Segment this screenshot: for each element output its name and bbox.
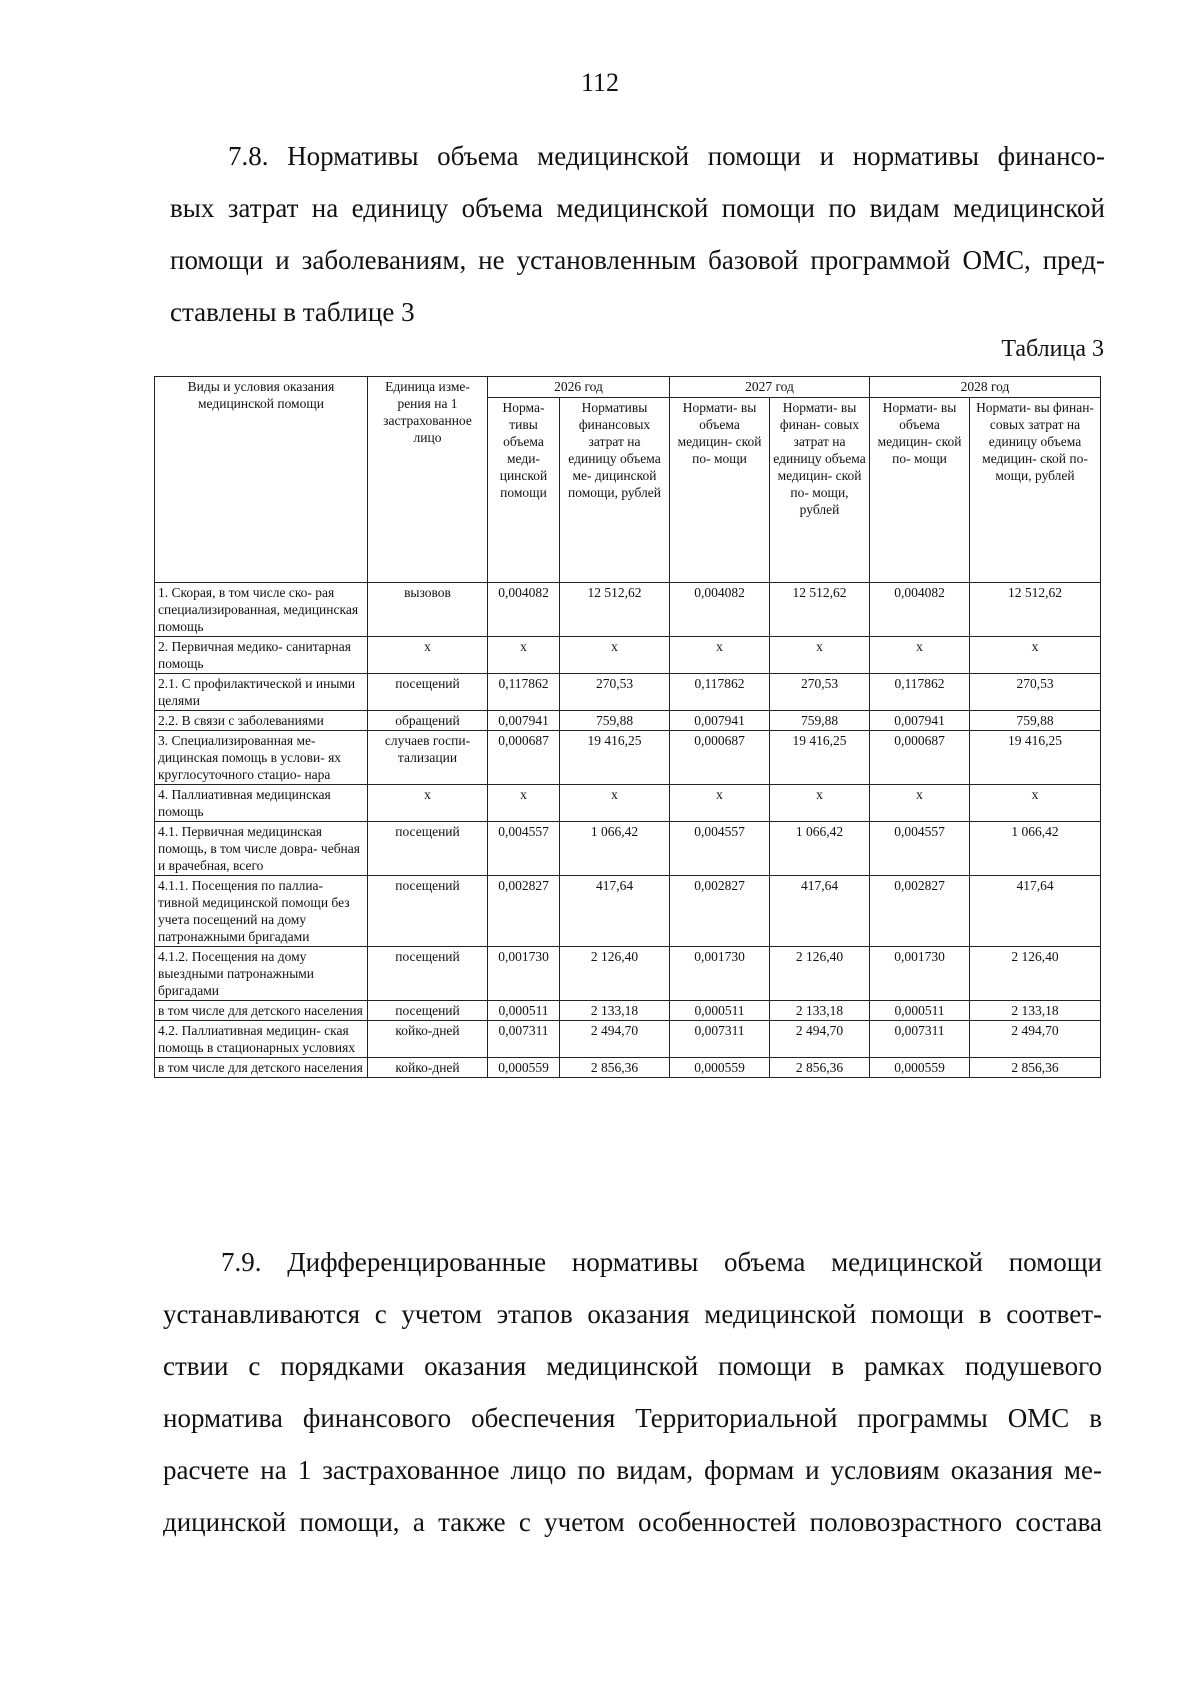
row-label: 4.1.1. Посещения по паллиа- тивной медицинской помощи без учета посещений на дому патронажными бригадами bbox=[155, 876, 368, 947]
cell-value: 2 133,18 bbox=[560, 1001, 670, 1021]
cell-value: x bbox=[870, 785, 970, 822]
row-label: 2. Первичная медико- санитарная помощь bbox=[155, 637, 368, 674]
header-sub: Нормати- вы объема медицин- ской по- мощи bbox=[670, 398, 770, 583]
cell-value: 1 066,42 bbox=[770, 822, 870, 876]
cell-value: x bbox=[970, 785, 1101, 822]
cell-value: 2 126,40 bbox=[560, 947, 670, 1001]
paragraph-line: ставлены в таблице 3 bbox=[170, 297, 415, 327]
row-label: 4.1.2. Посещения на дому выездными патронажными бригадами bbox=[155, 947, 368, 1001]
table-row bbox=[155, 583, 1101, 637]
cell-value: 0,002827 bbox=[670, 876, 770, 947]
paragraph-line: вых затрат на единицу объема медицинской помощи по видам медицинской bbox=[170, 193, 1105, 223]
cell-value: 0,004082 bbox=[488, 583, 560, 637]
row-label: 4.2. Паллиативная медицин- ская помощь в стационарных условиях bbox=[155, 1021, 368, 1058]
cell-value: x bbox=[770, 637, 870, 674]
table-row bbox=[155, 1058, 1101, 1078]
row-label: 1. Скорая, в том числе ско- рая специализированная, медицинская помощь bbox=[155, 583, 368, 637]
cell-value: 2 856,36 bbox=[970, 1058, 1101, 1078]
row-unit: койко-дней bbox=[368, 1058, 488, 1078]
table-row bbox=[155, 947, 1101, 1001]
cell-value: 0,007941 bbox=[670, 711, 770, 731]
cell-value: 0,007311 bbox=[670, 1021, 770, 1058]
cell-value: 417,64 bbox=[560, 876, 670, 947]
cell-value: 0,000511 bbox=[670, 1001, 770, 1021]
row-unit: посещений bbox=[368, 822, 488, 876]
row-label: 3. Специализированная ме- дицинская помощь в услови- ях круглосуточного стацио- нара bbox=[155, 731, 368, 785]
cell-value: 2 494,70 bbox=[770, 1021, 870, 1058]
row-unit: посещений bbox=[368, 674, 488, 711]
row-unit: вызовов bbox=[368, 583, 488, 637]
cell-value: x bbox=[670, 785, 770, 822]
cell-value: 12 512,62 bbox=[560, 583, 670, 637]
cell-value: 0,002827 bbox=[488, 876, 560, 947]
cell-value: 0,000687 bbox=[670, 731, 770, 785]
header-year: 2027 год bbox=[670, 377, 870, 398]
row-unit: x bbox=[368, 637, 488, 674]
cell-value: 0,000559 bbox=[870, 1058, 970, 1078]
cell-value: 270,53 bbox=[970, 674, 1101, 711]
cell-value: 0,004557 bbox=[488, 822, 560, 876]
header-unit: Единица изме- рения на 1 застрахованное лицо bbox=[368, 377, 488, 583]
cell-value: 270,53 bbox=[560, 674, 670, 711]
cell-value: x bbox=[770, 785, 870, 822]
cell-value: 270,53 bbox=[770, 674, 870, 711]
header-year: 2026 год bbox=[488, 377, 670, 398]
row-unit: x bbox=[368, 785, 488, 822]
cell-value: 417,64 bbox=[970, 876, 1101, 947]
header-sub: Нормати- вы объема медицин- ской по- мощи bbox=[870, 398, 970, 583]
row-label: 4. Паллиативная медицинская помощь bbox=[155, 785, 368, 822]
cell-value: 0,004082 bbox=[870, 583, 970, 637]
cell-value: 1 066,42 bbox=[970, 822, 1101, 876]
cell-value: 0,000511 bbox=[488, 1001, 560, 1021]
norms-table bbox=[154, 376, 1101, 1078]
cell-value: 2 856,36 bbox=[770, 1058, 870, 1078]
paragraph-line: помощи и заболеваниям, не установленным базовой программой ОМС, пред- bbox=[170, 245, 1105, 275]
cell-value: 0,004557 bbox=[870, 822, 970, 876]
cell-value: 0,000511 bbox=[870, 1001, 970, 1021]
cell-value: 0,000559 bbox=[488, 1058, 560, 1078]
table-row bbox=[155, 637, 1101, 674]
header-sub: Нормативы финансовых затрат на единицу объема ме- дицинской помощи, рублей bbox=[560, 398, 670, 583]
cell-value: 2 133,18 bbox=[770, 1001, 870, 1021]
cell-value: 0,000559 bbox=[670, 1058, 770, 1078]
cell-value: 2 133,18 bbox=[970, 1001, 1101, 1021]
row-label: в том числе для детского населения bbox=[155, 1058, 368, 1078]
cell-value: 19 416,25 bbox=[770, 731, 870, 785]
cell-value: 0,000687 bbox=[488, 731, 560, 785]
table-row bbox=[155, 876, 1101, 947]
cell-value: 759,88 bbox=[770, 711, 870, 731]
cell-value: x bbox=[870, 637, 970, 674]
row-unit: койко-дней bbox=[368, 1021, 488, 1058]
row-label: 4.1. Первичная медицинская помощь, в том числе довра- чебная и врачебная, всего bbox=[155, 822, 368, 876]
cell-value: 0,002827 bbox=[870, 876, 970, 947]
cell-value: 0,007311 bbox=[488, 1021, 560, 1058]
header-type: Виды и условия оказания медицинской помощи bbox=[155, 377, 368, 583]
cell-value: 0,001730 bbox=[870, 947, 970, 1001]
cell-value: 2 856,36 bbox=[560, 1058, 670, 1078]
cell-value: x bbox=[488, 785, 560, 822]
table-row bbox=[155, 711, 1101, 731]
paragraph-line: расчете на 1 застрахованное лицо по видам, формам и условиям оказания ме- bbox=[163, 1455, 1102, 1485]
cell-value: 0,117862 bbox=[488, 674, 560, 711]
cell-value: 2 494,70 bbox=[560, 1021, 670, 1058]
cell-value: 2 494,70 bbox=[970, 1021, 1101, 1058]
cell-value: 0,001730 bbox=[670, 947, 770, 1001]
paragraph-line: ствии с порядками оказания медицинской помощи в рамках подушевого bbox=[163, 1351, 1102, 1381]
table-row bbox=[155, 822, 1101, 876]
cell-value: 0,007311 bbox=[870, 1021, 970, 1058]
cell-value: 1 066,42 bbox=[560, 822, 670, 876]
paragraph-line: дицинской помощи, а также с учетом особенностей половозрастного состава bbox=[163, 1507, 1102, 1537]
row-label: 2.1. С профилактической и иными целями bbox=[155, 674, 368, 711]
cell-value: 759,88 bbox=[970, 711, 1101, 731]
cell-value: 0,117862 bbox=[670, 674, 770, 711]
page-number: 112 bbox=[580, 68, 620, 97]
table-row bbox=[155, 1001, 1101, 1021]
cell-value: 2 126,40 bbox=[970, 947, 1101, 1001]
row-label: в том числе для детского населения bbox=[155, 1001, 368, 1021]
paragraph-line: устанавливаются с учетом этапов оказания медицинской помощи в соответ- bbox=[163, 1299, 1102, 1329]
section-7-8-paragraph bbox=[170, 130, 1105, 338]
cell-value: 0,007941 bbox=[488, 711, 560, 731]
cell-value: 0,001730 bbox=[488, 947, 560, 1001]
cell-value: 759,88 bbox=[560, 711, 670, 731]
cell-value: 0,004082 bbox=[670, 583, 770, 637]
cell-value: 12 512,62 bbox=[770, 583, 870, 637]
table-caption: Таблица 3 bbox=[1001, 336, 1104, 362]
header-sub: Нормати- вы финан- совых затрат на единицу объема медицин- ской по- мощи, рублей bbox=[770, 398, 870, 583]
cell-value: 0,007941 bbox=[870, 711, 970, 731]
paragraph-line: 7.9. Дифференцированные нормативы объема медицинской помощи bbox=[221, 1247, 1102, 1277]
table-row bbox=[155, 785, 1101, 822]
cell-value: 0,004557 bbox=[670, 822, 770, 876]
cell-value: 2 126,40 bbox=[770, 947, 870, 1001]
header-year: 2028 год bbox=[870, 377, 1101, 398]
cell-value: x bbox=[970, 637, 1101, 674]
cell-value: 0,000687 bbox=[870, 731, 970, 785]
cell-value: x bbox=[488, 637, 560, 674]
paragraph-line: норматива финансового обеспечения Территориальной программы ОМС в bbox=[163, 1403, 1102, 1433]
cell-value: x bbox=[560, 637, 670, 674]
row-unit: случаев госпи- тализации bbox=[368, 731, 488, 785]
row-label: 2.2. В связи с заболеваниями bbox=[155, 711, 368, 731]
cell-value: 417,64 bbox=[770, 876, 870, 947]
header-sub: Нормати- вы финан- совых затрат на единицу объема медицин- ской по- мощи, рублей bbox=[970, 398, 1101, 583]
row-unit: посещений bbox=[368, 876, 488, 947]
header-sub: Норма- тивы объема меди- цинской помощи bbox=[488, 398, 560, 583]
cell-value: 0,117862 bbox=[870, 674, 970, 711]
paragraph-line: 7.8. Нормативы объема медицинской помощи и нормативы финансо- bbox=[228, 141, 1105, 171]
table-row bbox=[155, 1021, 1101, 1058]
cell-value: 19 416,25 bbox=[970, 731, 1101, 785]
cell-value: x bbox=[560, 785, 670, 822]
cell-value: 19 416,25 bbox=[560, 731, 670, 785]
row-unit: посещений bbox=[368, 1001, 488, 1021]
row-unit: обращений bbox=[368, 711, 488, 731]
section-7-9-paragraph bbox=[163, 1236, 1102, 1548]
cell-value: 12 512,62 bbox=[970, 583, 1101, 637]
table-row bbox=[155, 674, 1101, 711]
table-row bbox=[155, 731, 1101, 785]
row-unit: посещений bbox=[368, 947, 488, 1001]
cell-value: x bbox=[670, 637, 770, 674]
